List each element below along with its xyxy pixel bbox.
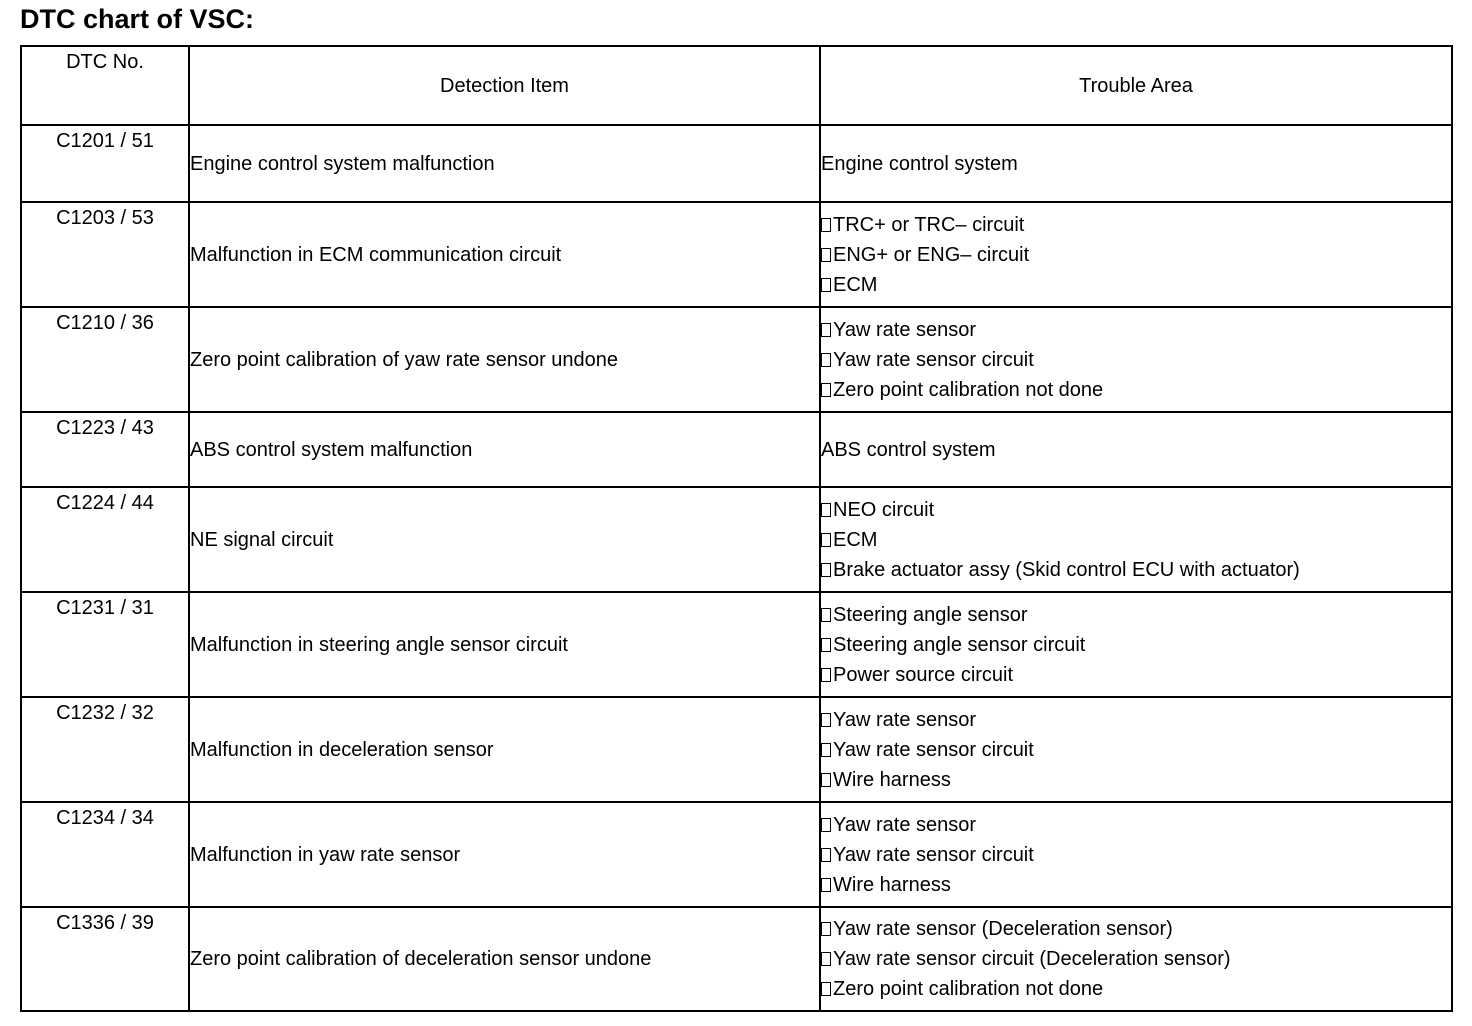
trouble-area-cell	[820, 592, 1452, 697]
dtc-code-cell: C1224 / 44	[21, 487, 189, 592]
trouble-area-line	[821, 630, 1451, 660]
trouble-area-cell	[820, 802, 1452, 907]
trouble-area-line	[821, 735, 1451, 765]
dtc-code-cell: C1201 / 51	[21, 125, 189, 202]
trouble-area-text: ECM	[833, 273, 878, 296]
square-bullet-icon	[821, 533, 831, 547]
trouble-area-cell	[820, 907, 1452, 1011]
trouble-area-line	[821, 660, 1451, 690]
square-bullet-icon	[821, 713, 831, 727]
trouble-area-text: Wire harness	[833, 768, 951, 791]
table-header-row	[21, 46, 1452, 125]
trouble-area-line	[821, 345, 1451, 375]
trouble-area-line	[821, 375, 1451, 405]
trouble-area-line	[821, 435, 1451, 465]
trouble-area-line	[821, 914, 1451, 944]
detection-item-cell: Engine control system malfunction	[189, 125, 820, 202]
table-row	[21, 802, 1452, 907]
trouble-area-line	[821, 974, 1451, 1004]
trouble-area-text: Yaw rate sensor circuit	[833, 348, 1034, 371]
table-row	[21, 907, 1452, 1011]
trouble-area-text: Steering angle sensor	[833, 603, 1028, 626]
detection-item-cell: Malfunction in deceleration sensor	[189, 697, 820, 802]
trouble-area-text: Power source circuit	[833, 663, 1014, 686]
dtc-code-cell: C1231 / 31	[21, 592, 189, 697]
square-bullet-icon	[821, 848, 831, 862]
square-bullet-icon	[821, 353, 831, 367]
square-bullet-icon	[821, 668, 831, 682]
table-row	[21, 412, 1452, 487]
trouble-area-cell	[820, 487, 1452, 592]
trouble-area-line	[821, 270, 1451, 300]
trouble-area-line	[821, 210, 1451, 240]
trouble-area-cell	[820, 307, 1452, 412]
dtc-code-cell: C1336 / 39	[21, 907, 189, 1011]
column-header-dtc-no: DTC No.	[21, 46, 189, 125]
detection-item-cell: Zero point calibration of deceleration sensor undone	[189, 907, 820, 1011]
trouble-area-line	[821, 705, 1451, 735]
square-bullet-icon	[821, 218, 831, 232]
trouble-area-line	[821, 810, 1451, 840]
trouble-area-line	[821, 840, 1451, 870]
square-bullet-icon	[821, 952, 831, 966]
trouble-area-line	[821, 765, 1451, 795]
trouble-area-text: Yaw rate sensor	[833, 318, 977, 341]
trouble-area-cell	[820, 412, 1452, 487]
detection-item-cell: ABS control system malfunction	[189, 412, 820, 487]
trouble-area-text: Yaw rate sensor	[833, 708, 977, 731]
trouble-area-text: TRC+ or TRC– circuit	[833, 213, 1025, 236]
trouble-area-text: Yaw rate sensor circuit	[833, 738, 1034, 761]
trouble-area-text: Yaw rate sensor circuit	[833, 843, 1034, 866]
table-row	[21, 202, 1452, 307]
trouble-area-line	[821, 525, 1451, 555]
square-bullet-icon	[821, 982, 831, 996]
trouble-area-line	[821, 495, 1451, 525]
table-row	[21, 307, 1452, 412]
trouble-area-text: Engine control system	[821, 152, 1018, 175]
dtc-code-cell: C1203 / 53	[21, 202, 189, 307]
square-bullet-icon	[821, 608, 831, 622]
trouble-area-text: Yaw rate sensor circuit (Deceleration sensor)	[833, 948, 1231, 970]
dtc-code-cell: C1223 / 43	[21, 412, 189, 487]
trouble-area-text: NEO circuit	[833, 498, 935, 521]
trouble-area-text: Yaw rate sensor	[833, 813, 977, 836]
detection-item-cell: Malfunction in ECM communication circuit	[189, 202, 820, 307]
trouble-area-text: Brake actuator assy (Skid control ECU with actuator)	[833, 558, 1300, 581]
square-bullet-icon	[821, 878, 831, 892]
square-bullet-icon	[821, 743, 831, 757]
trouble-area-cell	[820, 697, 1452, 802]
table-row	[21, 592, 1452, 697]
square-bullet-icon	[821, 818, 831, 832]
table-row	[21, 487, 1452, 592]
dtc-table	[20, 45, 1453, 1012]
trouble-area-text: ABS control system	[821, 438, 996, 461]
trouble-area-cell	[820, 125, 1452, 202]
trouble-area-text: ECM	[833, 528, 878, 551]
square-bullet-icon	[821, 503, 831, 517]
dtc-code-cell: C1210 / 36	[21, 307, 189, 412]
detection-item-cell: Malfunction in yaw rate sensor	[189, 802, 820, 907]
trouble-area-line	[821, 149, 1451, 179]
square-bullet-icon	[821, 638, 831, 652]
trouble-area-line	[821, 944, 1451, 974]
trouble-area-text: Zero point calibration not done	[833, 378, 1104, 401]
square-bullet-icon	[821, 773, 831, 787]
dtc-code-cell: C1232 / 32	[21, 697, 189, 802]
square-bullet-icon	[821, 922, 831, 936]
dtc-code-cell: C1234 / 34	[21, 802, 189, 907]
trouble-area-line	[821, 315, 1451, 345]
trouble-area-line	[821, 555, 1451, 585]
page-title: DTC chart of VSC:	[20, 4, 255, 34]
trouble-area-text: Yaw rate sensor (Deceleration sensor)	[833, 918, 1173, 940]
column-header-detection-item: Detection Item	[189, 46, 820, 125]
column-header-trouble-area: Trouble Area	[820, 46, 1452, 125]
trouble-area-text: Wire harness	[833, 873, 951, 896]
trouble-area-cell	[820, 202, 1452, 307]
square-bullet-icon	[821, 563, 831, 577]
square-bullet-icon	[821, 323, 831, 337]
square-bullet-icon	[821, 278, 831, 292]
trouble-area-line	[821, 870, 1451, 900]
trouble-area-text: Steering angle sensor circuit	[833, 633, 1086, 656]
table-row	[21, 697, 1452, 802]
trouble-area-text: ENG+ or ENG– circuit	[833, 243, 1030, 266]
trouble-area-text: Zero point calibration not done	[833, 978, 1104, 1000]
detection-item-cell: Zero point calibration of yaw rate sensor undone	[189, 307, 820, 412]
square-bullet-icon	[821, 383, 831, 397]
table-row	[21, 125, 1452, 202]
square-bullet-icon	[821, 248, 831, 262]
trouble-area-line	[821, 240, 1451, 270]
trouble-area-line	[821, 600, 1451, 630]
detection-item-cell: NE signal circuit	[189, 487, 820, 592]
detection-item-cell: Malfunction in steering angle sensor circuit	[189, 592, 820, 697]
